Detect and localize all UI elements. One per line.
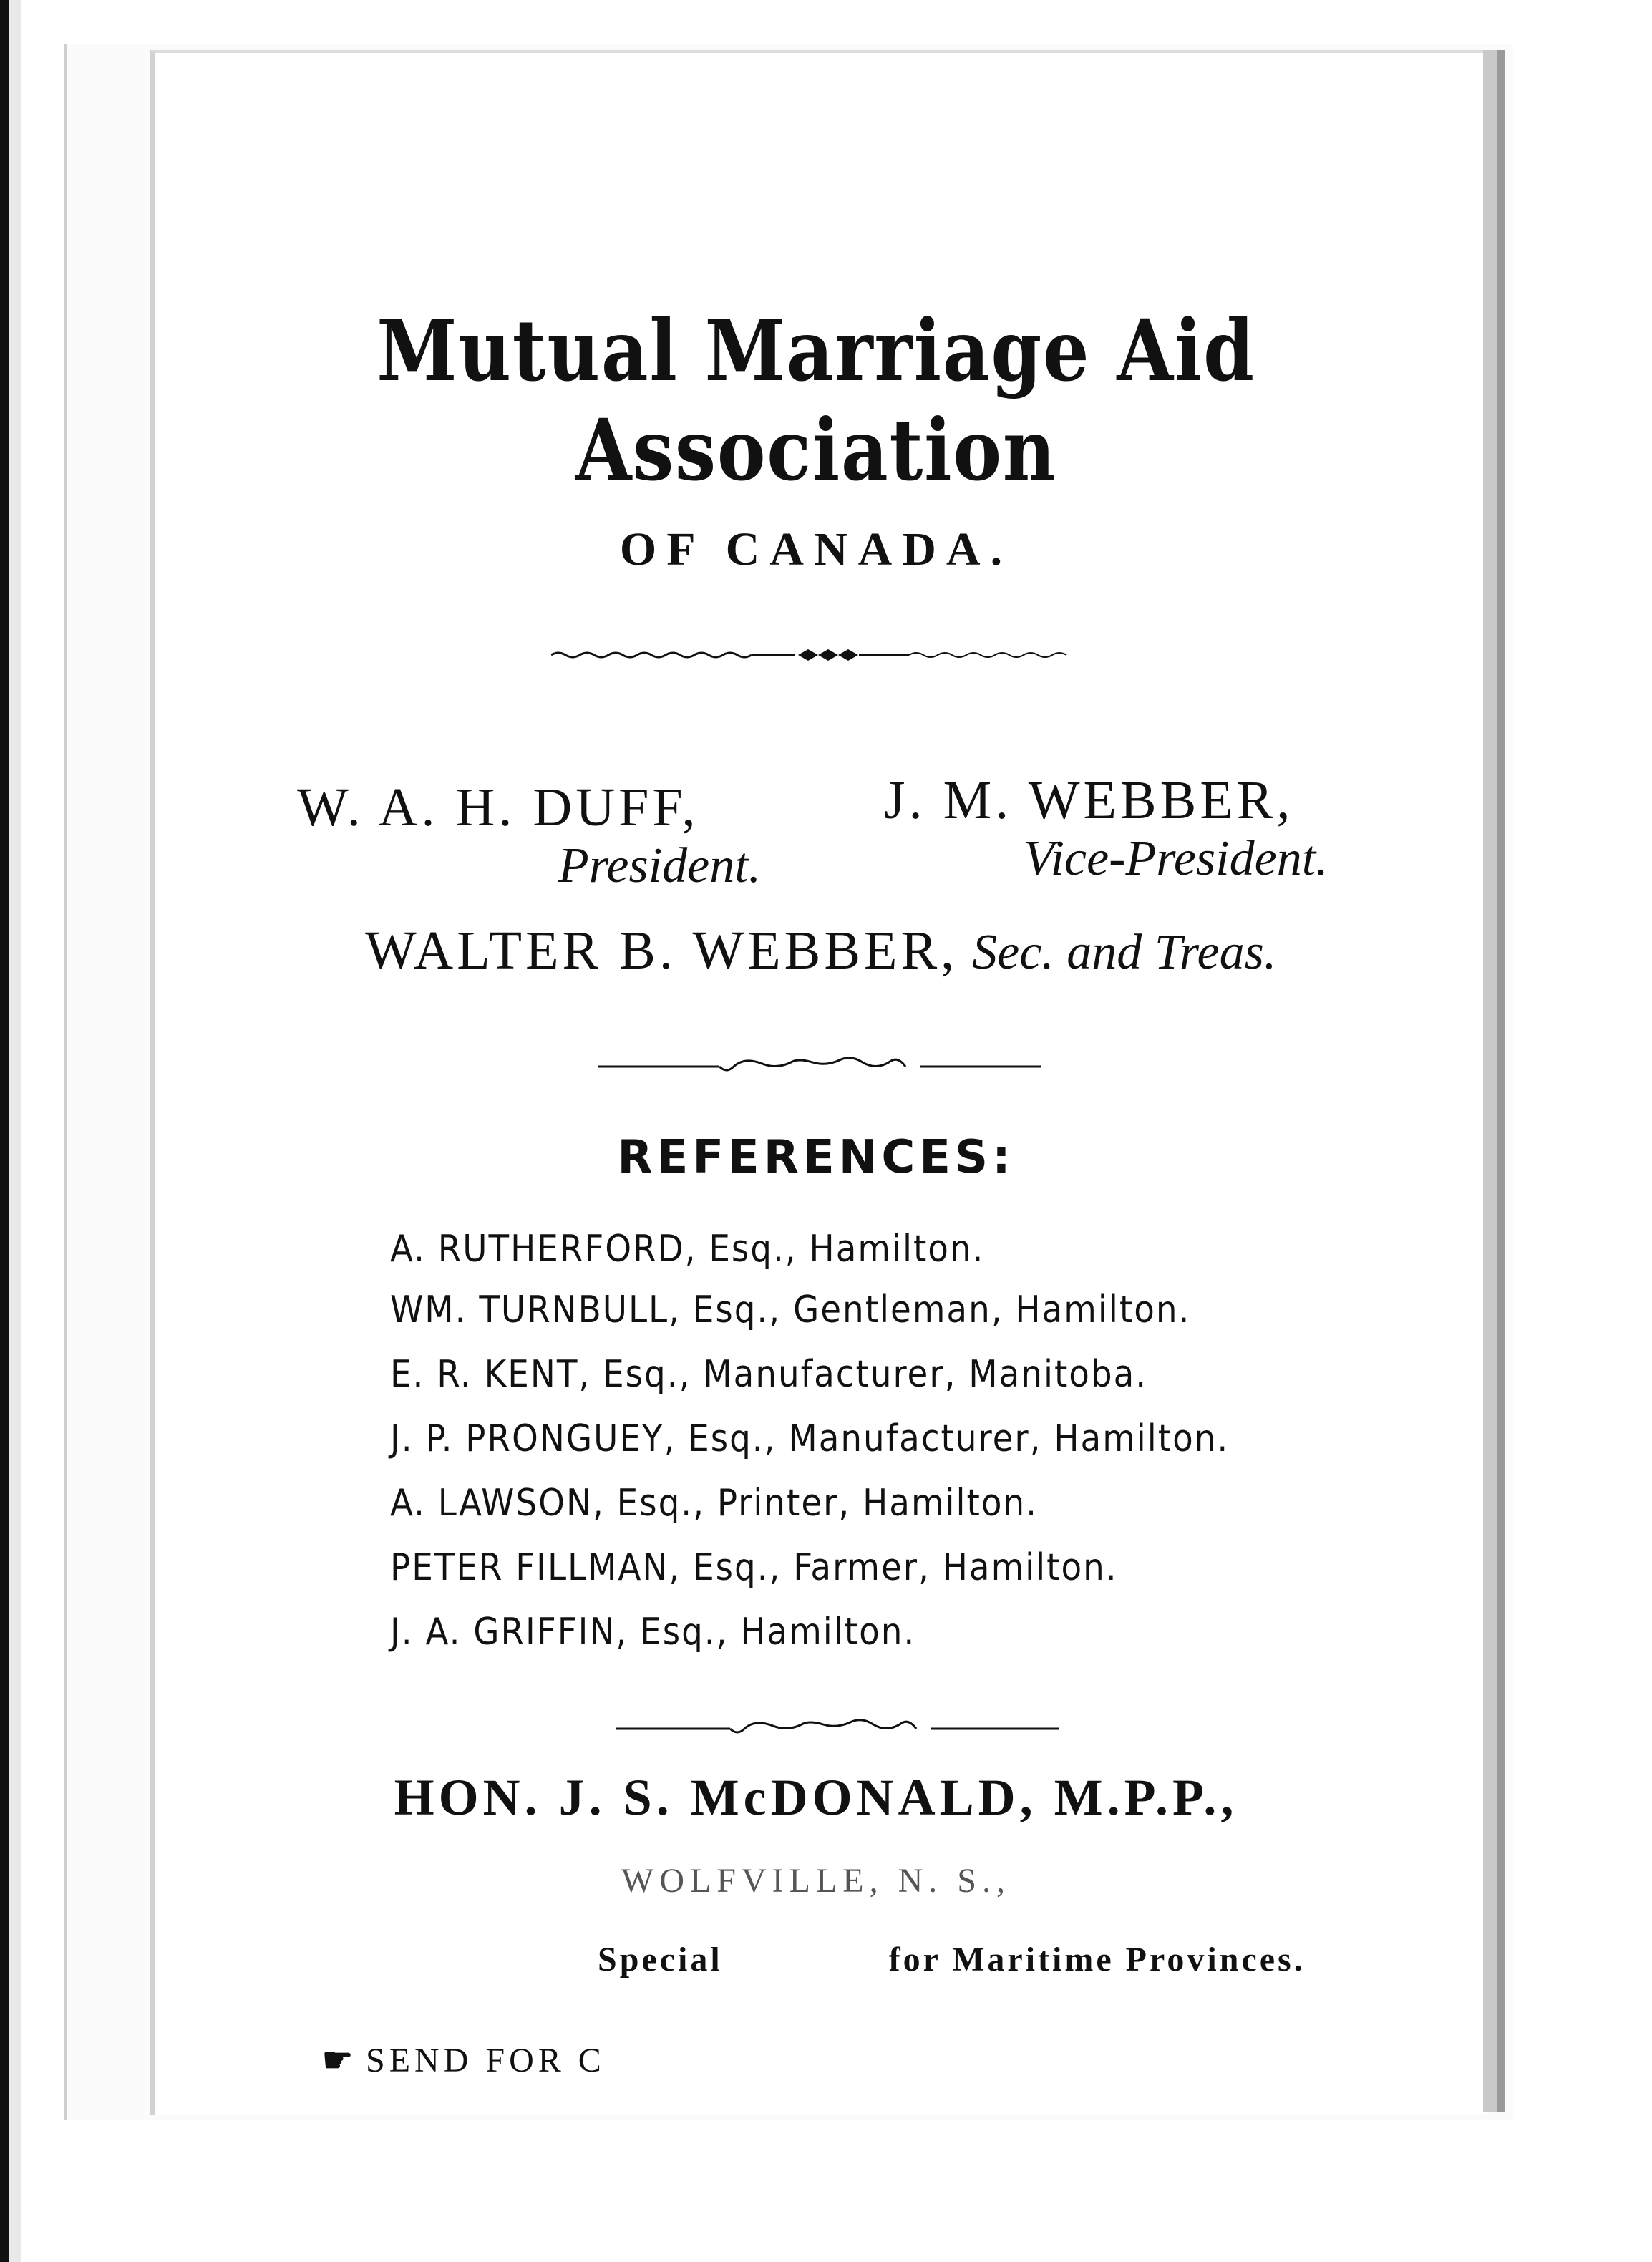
president-name: W. A. H. DUFF, bbox=[297, 777, 699, 838]
special-region: for Maritime Provinces. bbox=[888, 1941, 1306, 1979]
reference-item: PETER FILLMAN, Esq., Farmer, Hamilton. bbox=[390, 1546, 1118, 1589]
scroll-divider-ornament-lower bbox=[616, 1714, 1059, 1743]
reference-item: J. A. GRIFFIN, Esq., Hamilton. bbox=[390, 1611, 916, 1654]
footer-line bbox=[322, 2040, 606, 2080]
page-right-edge bbox=[1483, 50, 1497, 2112]
secretary-line bbox=[365, 920, 1276, 982]
scroll-divider-ornament bbox=[598, 1052, 1041, 1081]
wavy-divider-ornament bbox=[551, 641, 1081, 669]
scan-left-border bbox=[0, 0, 9, 2262]
vice-president-name: J. M. WEBBER, bbox=[884, 770, 1294, 830]
footer-text: SEND FOR C bbox=[366, 2042, 606, 2079]
reference-item: A. LAWSON, Esq., Printer, Hamilton. bbox=[390, 1482, 1038, 1525]
association-subtitle: OF CANADA. bbox=[619, 523, 1013, 576]
association-title: Mutual Marriage Aid Association bbox=[376, 301, 1255, 500]
reference-item: E. R. KENT, Esq., Manufacturer, Manitoba. bbox=[390, 1353, 1148, 1396]
president-role: President. bbox=[558, 838, 762, 893]
pointing-hand-icon: ☛ bbox=[322, 2042, 354, 2079]
vice-president-role: Vice-President. bbox=[1024, 831, 1328, 886]
references-heading: REFERENCES: bbox=[617, 1131, 1015, 1184]
agent-place: WOLFVILLE, N. S., bbox=[621, 1862, 1011, 1900]
page-right-edge-shadow bbox=[1497, 50, 1505, 2112]
reference-item: A. RUTHERFORD, Esq., Hamilton. bbox=[390, 1228, 985, 1271]
scan-left-margin bbox=[9, 0, 21, 2262]
agent-name: HON. J. S. McDONALD, M.P.P., bbox=[394, 1769, 1238, 1826]
secretary-role: Sec. and Treas. bbox=[972, 925, 1277, 980]
agent-special-line bbox=[598, 1940, 1306, 1979]
special-label: Special bbox=[598, 1941, 723, 1979]
secretary-name: WALTER B. WEBBER, bbox=[365, 921, 958, 981]
reference-item: WM. TURNBULL, Esq., Gentleman, Hamilton. bbox=[390, 1288, 1191, 1331]
reference-item: J. P. PRONGUEY, Esq., Manufacturer, Hamilton. bbox=[390, 1417, 1230, 1460]
